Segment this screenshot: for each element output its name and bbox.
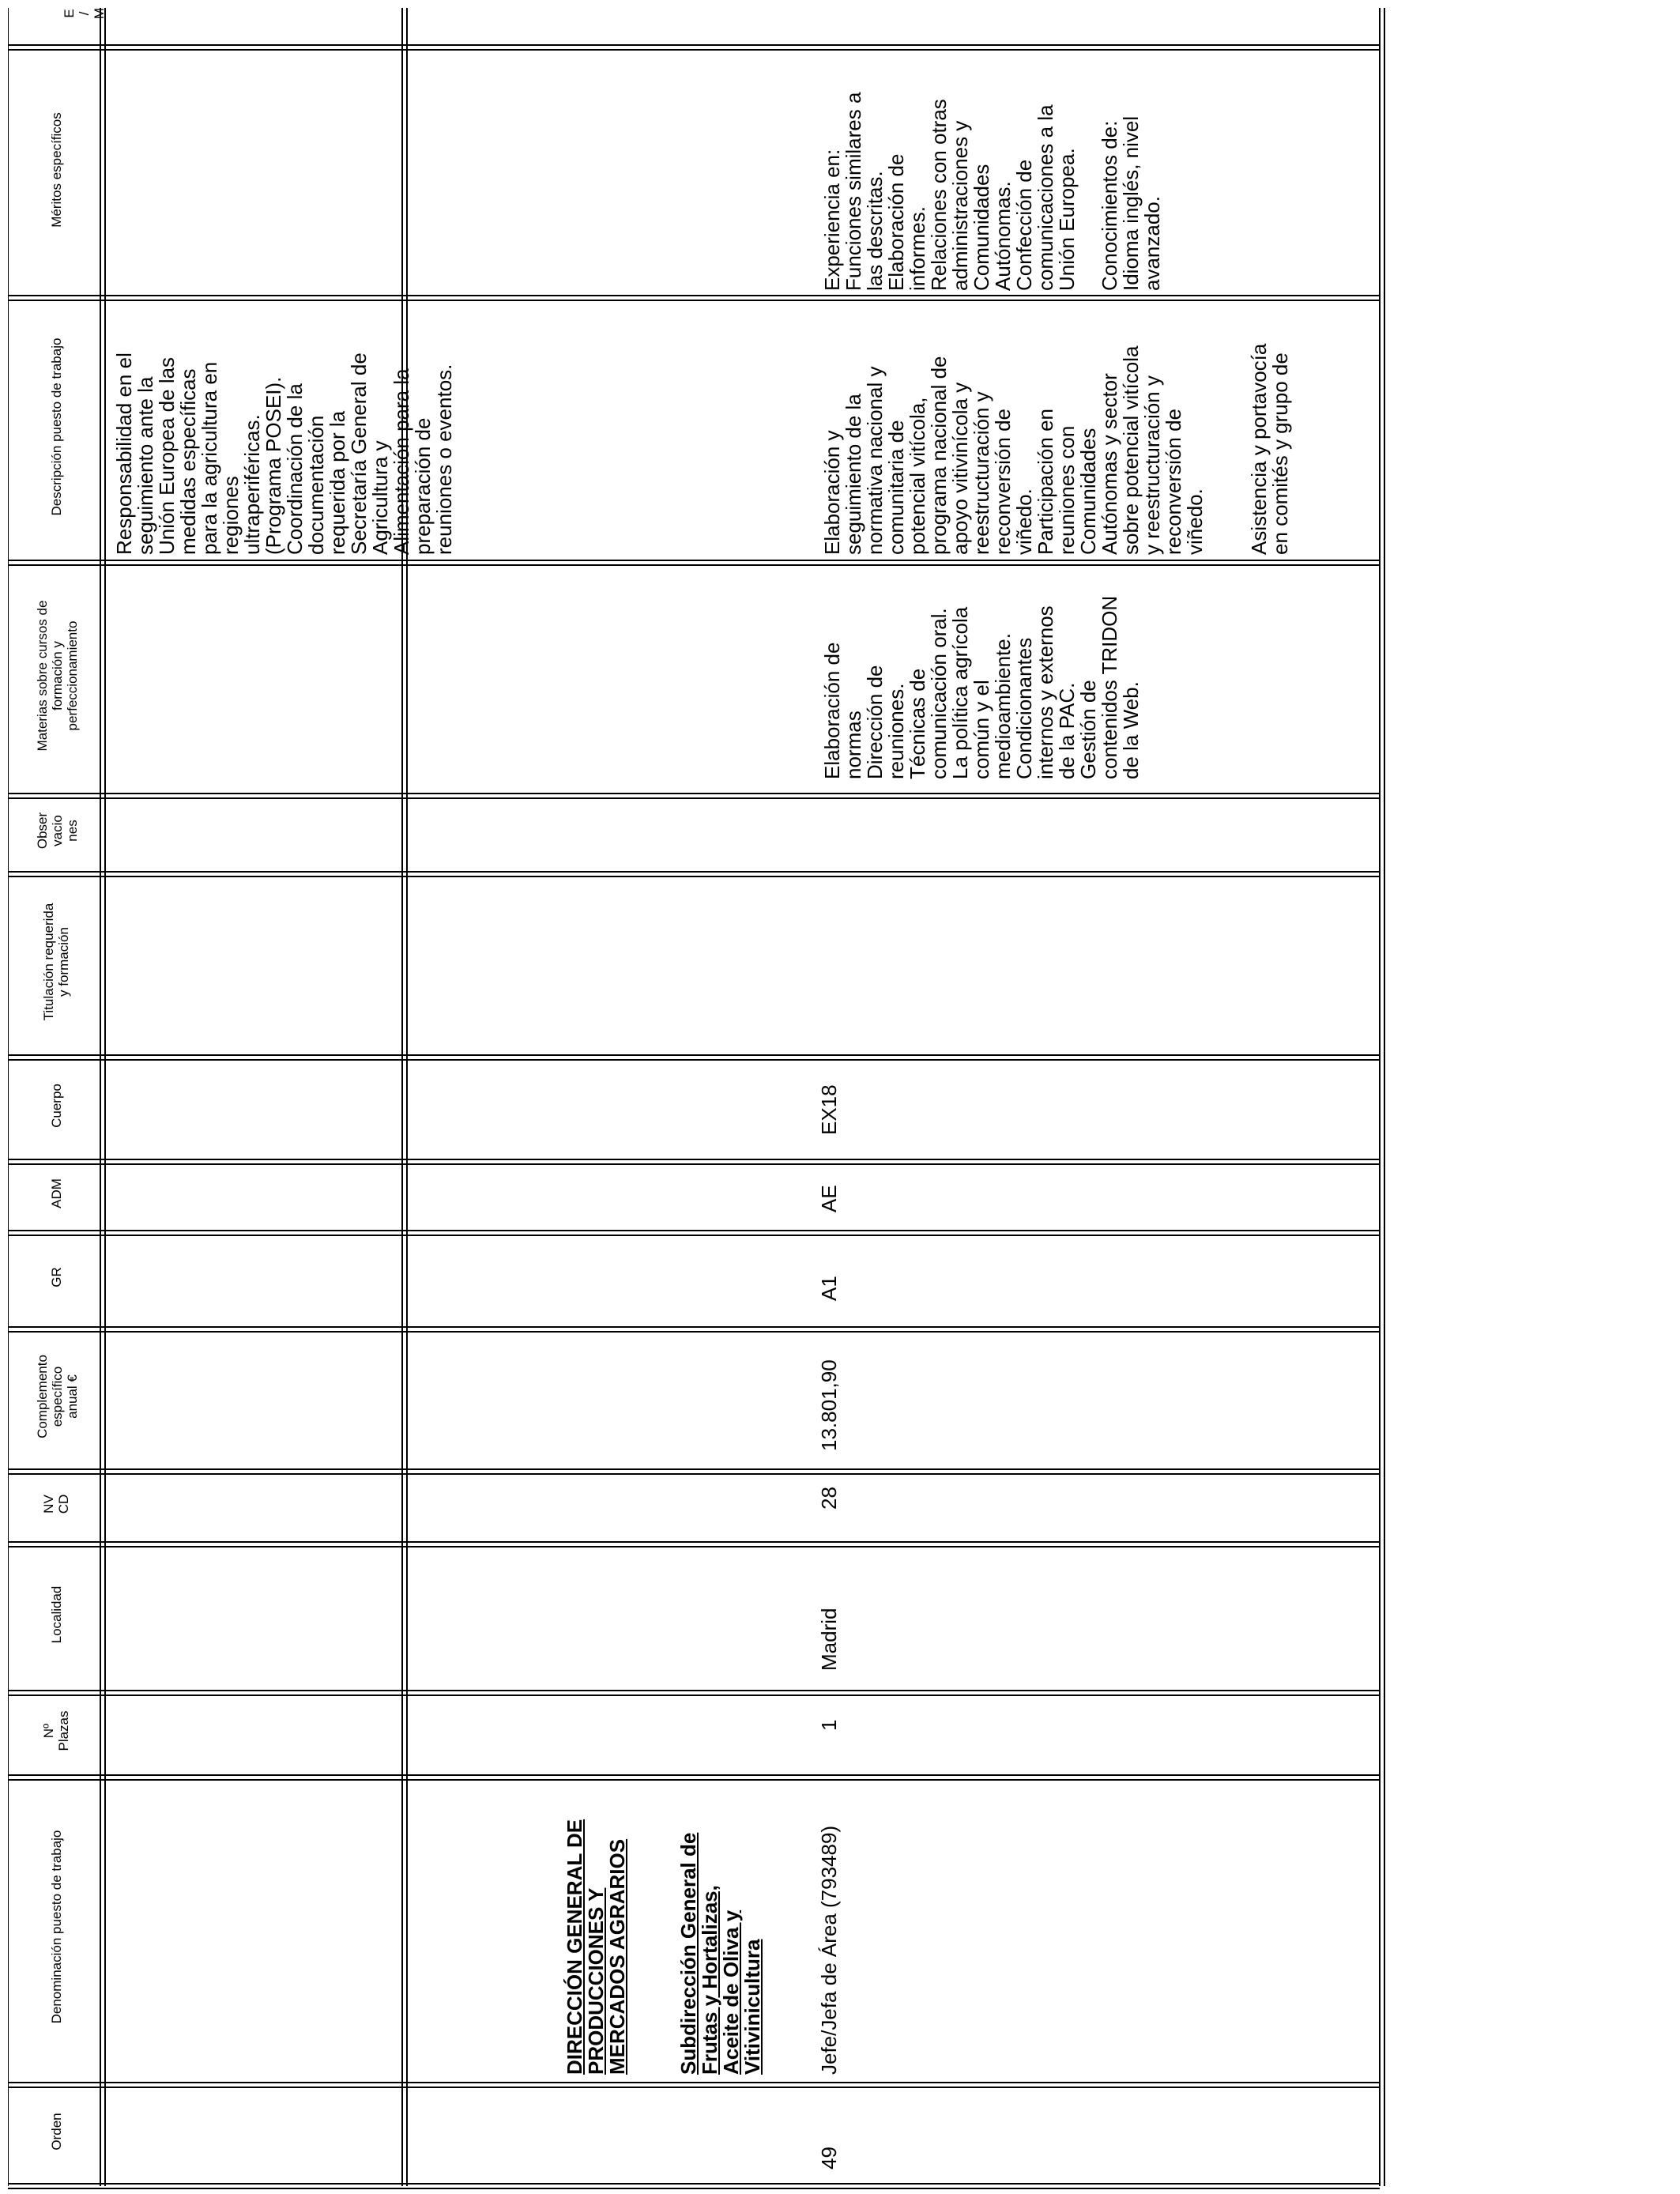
row-divider: [8, 1541, 1380, 1547]
row-grupo: A1: [817, 1276, 841, 1301]
row-divider: [8, 1054, 1380, 1061]
spacer: [1227, 308, 1249, 555]
row-nivel: 28: [817, 1487, 841, 1510]
row-meritos: Experiencia en: Funciones similares a las descritas. Elaboración de informes. Relaciones con otras administraciones y Comunidades Autónomas. Confección de comunicaciones a la Unión Europea. Conocimientos de: Idioma inglés, nivel avanzado.: [822, 46, 1163, 291]
header-materias: Materias sobre cursos de formación y perfeccionamiento: [35, 600, 80, 752]
grid-divider: [1379, 8, 1385, 2186]
grid-border: [8, 8, 9, 2186]
header-grupo: GR: [49, 1267, 64, 1287]
row-divider: [8, 2183, 1380, 2189]
header-titulacion: Titulación requerida y formación: [41, 903, 71, 1021]
header-adm: ADM: [49, 1178, 64, 1208]
header-denominacion: Denominación puesto de trabajo: [49, 1830, 64, 2024]
direccion-general-title: DIRECCIÓN GENERAL DE PRODUCCIONES Y MERCADOS AGRARIOS: [563, 1819, 629, 2075]
row-materias: Elaboración de normas Dirección de reuniones. Técnicas de comunicación oral. La política agrícola común y el medioambiente. Condicionantes internos y externos de la PAC. Gestión de contenidos TRIDON de la Web.: [820, 595, 1143, 779]
row-divider: [8, 1774, 1380, 1781]
header-orden: Orden: [49, 2113, 64, 2151]
spacer: [1078, 46, 1099, 291]
header-localidad: Localidad: [49, 1585, 64, 1644]
row-divider: [8, 1690, 1380, 1696]
header-meritos: Méritos específicos: [49, 112, 64, 228]
row-divider: [8, 1230, 1380, 1236]
continuation-description: Responsabilidad en el seguimiento ante la Unión Europea de las medidas específicas para la agricultura en regiones ultraperiféricas. (Programa POSEI). Coordinación de la documentación requerida por la Secretaría General de Agricultura y Alimentación para la preparación de reuniones o eventos.: [112, 352, 456, 555]
header-plazas: Nº Plazas: [41, 1710, 71, 1751]
header-complemento: Complemento específico anual €: [35, 1355, 80, 1438]
row-divider: [8, 793, 1380, 799]
header-cuerpo: Cuerpo: [49, 1084, 64, 1128]
row-descripcion: Elaboración y seguimiento de la normativa nacional y comunitaria de potencial vitícola, programa nacional de apoyo vitivinícola y reestructuración y reconversión de viñedo. Participación en reuniones con Comunidades Autónomas y sector sobre potencial vitícola y reestructuración y reconversión de viñedo. Asistencia y portavocía en comités y grupo de: [822, 308, 1291, 555]
row-localidad: Madrid: [817, 1608, 841, 1671]
header-descripcion: Descripción puesto de trabajo: [49, 337, 64, 516]
row-divider: [8, 1326, 1380, 1333]
row-adm: AE: [817, 1185, 841, 1212]
row-divider: [8, 44, 1380, 51]
row-cuerpo: EX18: [817, 1084, 841, 1135]
header-observaciones: Obser vacio nes: [35, 812, 80, 850]
header-nivel: NV CD: [41, 1494, 71, 1514]
row-divider: [8, 1159, 1380, 1165]
spacer: [1206, 308, 1227, 555]
header-em: E / M: [62, 7, 107, 20]
row-complemento: 13.801,90: [817, 1359, 841, 1451]
grid-border: [104, 8, 105, 2186]
row-plazas: 1: [817, 1719, 841, 1731]
row-divider: [8, 871, 1380, 877]
row-divider: [8, 2082, 1380, 2088]
row-orden: 49: [817, 2147, 841, 2169]
row-divider: [8, 560, 1380, 566]
row-divider: [8, 295, 1380, 301]
row-divider: [8, 1468, 1380, 1475]
row-denominacion: Jefe/Jefa de Área (793489): [817, 1825, 841, 2075]
subdireccion-title: Subdirección General de Frutas y Hortalizas, Aceite de Oliva y Vitivinicultura: [676, 1832, 764, 2075]
